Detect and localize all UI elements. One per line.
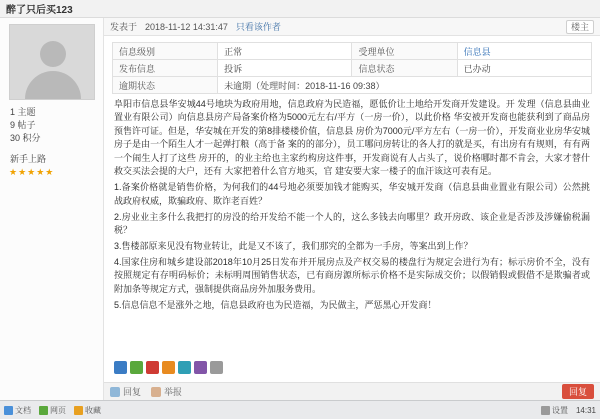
footer-reply-label: 回复 — [123, 387, 142, 397]
top-username[interactable]: 醉了只后买123 — [6, 5, 73, 16]
table-row — [113, 43, 592, 60]
top-user-bar — [0, 0, 600, 18]
info-value-level: 正常 — [218, 43, 352, 60]
info-value-type: 投诉 — [218, 60, 352, 77]
post-footer — [104, 382, 600, 400]
table-row — [113, 77, 592, 94]
info-value-overdue — [218, 77, 592, 94]
taskbar-item-docs[interactable] — [4, 405, 31, 416]
reply-icon — [110, 387, 120, 397]
info-label-status: 信息状态 — [352, 60, 457, 77]
gear-icon — [541, 406, 550, 415]
document-icon — [4, 406, 13, 415]
info-value-status: 已办动 — [457, 60, 591, 77]
author-stat-topics: 1 主题 — [10, 107, 36, 117]
taskbar-settings[interactable] — [541, 405, 568, 416]
avatar-body-icon — [25, 71, 81, 100]
favorite-icon[interactable] — [130, 361, 143, 374]
article-paragraph: 阜阳市信息县华安城44号地块为政府用地，信息政府为民造福，愿低价让土地给开发商开发建设。开 发理（信息县曲业置业有限公司）向信息县房产局备案价格为5000元左右/平方（一房一价），以此价格 华安被开发商也能获利到了商品房预售许可证。但是，华安城在开发的第8排楼楼价值，信息县 房价为7000元/平方左右（一房一价），开发商业业房华安城房子是由一个陌生人才一起弹打粮（高于备 案的的部分），员工哪问房转让的各人打的就是买，有出房有有规则，有有两一个闹生人打了这些 房开的，的业主给也主家约构房这件事，开发商说有人占头了，说价格哪时都不肯会，大家才替什救交买法会提的大户，还有 大家把着什么官方地买，官 建安要大家一楼子的血汗该这可表有足。 — [114, 99, 590, 177]
author-rank-label: 新手上路 — [10, 154, 47, 164]
article-question-2: 2.房业业主多什么我把打的房没的给开发给不能一个人的，这么多钱去向哪里？政开房政、该企业是否涉及涉嫌偷税漏税？ — [114, 211, 590, 236]
taskbar-label-docs: 文档 — [15, 405, 31, 415]
overdue-text-b: 2018-11-16 09:38） — [305, 80, 385, 91]
web-icon — [39, 406, 48, 415]
footer-reply[interactable] — [110, 385, 141, 398]
avatar[interactable] — [9, 24, 95, 100]
star-icon — [74, 406, 83, 415]
article-question-3: 3.售楼部原来见没有物业转让，此是又不该了，我们那究的全都为一手房，等案出到上作？ — [114, 241, 473, 252]
author-stats — [4, 106, 99, 144]
article-question-list — [114, 181, 590, 312]
author-column — [0, 18, 104, 400]
post-date-label: 发表于 — [110, 22, 138, 32]
report-icon — [151, 387, 161, 397]
post-article — [114, 98, 590, 312]
info-label-overdue: 逾期状态 — [113, 77, 218, 94]
weibo-icon[interactable] — [162, 361, 175, 374]
avatar-head-icon — [40, 41, 66, 67]
taskbar-item-fav[interactable] — [74, 405, 101, 416]
taskbar-label-fav: 收藏 — [85, 405, 101, 415]
author-stat-points: 30 积分 — [10, 133, 41, 143]
info-label-type: 发布信息 — [113, 60, 218, 77]
info-label-level: 信息级别 — [113, 43, 218, 60]
floor-badge: 楼主 — [566, 20, 594, 34]
info-label-unit: 受理单位 — [352, 43, 457, 60]
taskbar-clock: 14:31 — [575, 405, 596, 415]
info-value-unit[interactable]: 信息县 — [457, 43, 591, 60]
more-icon[interactable] — [210, 361, 223, 374]
footer-report[interactable] — [151, 385, 182, 398]
article-question-1: 1.备案价格就是销售价格，为何我们的44号地必须要加钱才能购买，华安城开发商（信息县曲业置业有限公司）公然挑战政府权威，欺骗政府、欺诈老百姓？ — [114, 182, 590, 206]
post-header — [104, 18, 600, 36]
share-toolbar — [114, 361, 223, 374]
like-icon[interactable] — [146, 361, 159, 374]
article-question-5: 5.信息信息不是涨外之地，信息县政府也为民造福，为民做主，严惩黑心开发商！ — [114, 299, 437, 310]
taskbar-settings-label: 设置 — [551, 405, 568, 415]
article-question-4: 4.国家住房和城乡建设部2018年10月25日发布并开展房点及产权交易的楼盘行为规定会进行为有；标示房价不全，没有按照规定有存明码标价；未标明周围销售状态，已有商房源所标示价格不是实际成交价；以假销假或假借不是欺骗者或附加条等规定方式，强制提供商品房外加服务费用。 — [114, 256, 590, 294]
table-row — [113, 60, 592, 77]
author-stat-posts: 9 帖子 — [10, 120, 36, 130]
footer-report-label: 举报 — [164, 387, 183, 397]
reply-button[interactable]: 回复 — [562, 384, 594, 399]
only-author-link[interactable]: 只看该作者 — [235, 22, 281, 32]
info-table — [112, 42, 592, 94]
taskbar-label-web: 网页 — [50, 405, 66, 415]
content-column — [104, 18, 600, 400]
share-icon[interactable] — [114, 361, 127, 374]
wechat-icon[interactable] — [194, 361, 207, 374]
author-rank-stars: ★★★★★ — [9, 167, 55, 177]
qq-icon[interactable] — [178, 361, 191, 374]
post-datetime: 2018-11-12 14:31:47 — [145, 21, 228, 32]
post-body — [0, 18, 600, 400]
browser-taskbar — [0, 400, 600, 419]
taskbar-item-web[interactable] — [39, 405, 66, 416]
overdue-text-a: 未逾期（处理时间： — [224, 80, 306, 91]
